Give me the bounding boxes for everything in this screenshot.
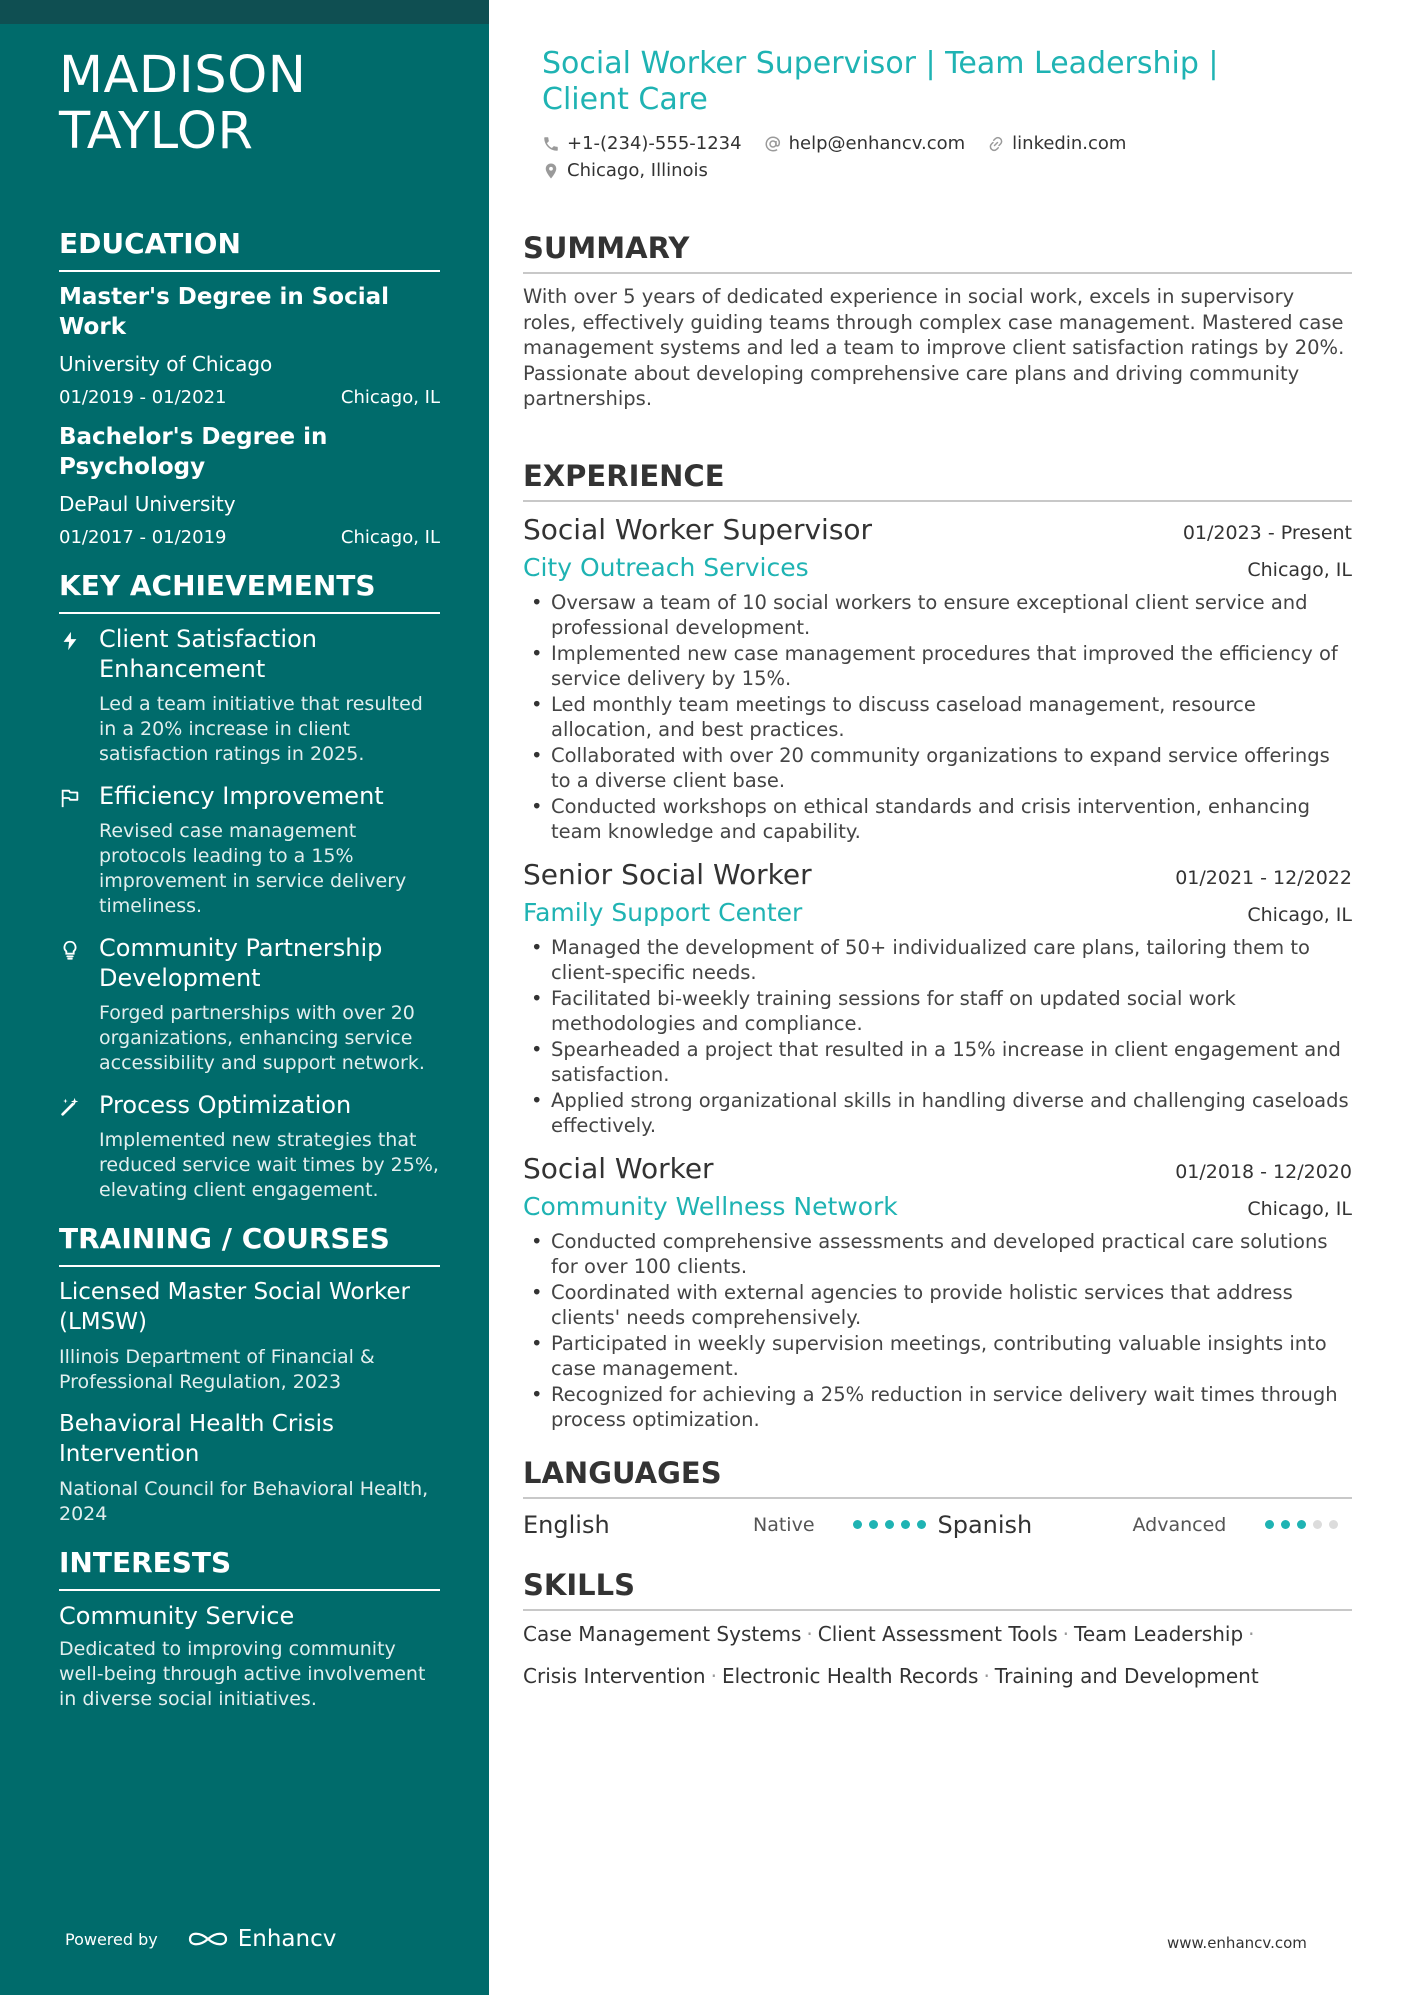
summary-section: [523, 230, 1352, 412]
job-entry: [523, 512, 1352, 845]
achievement-title: Community Partnership Development: [99, 934, 383, 992]
flag-icon: [59, 781, 99, 919]
achievement-title: Process Optimization: [99, 1091, 352, 1119]
language-name: English: [523, 1510, 610, 1539]
job-bullet: • Participated in weekly supervision meetings, contributing valuable insights into case management.: [523, 1331, 1352, 1382]
proficiency-dot-filled: [869, 1520, 878, 1529]
course-item: [59, 1277, 440, 1395]
phone-icon: [542, 135, 560, 153]
link-icon: [987, 135, 1005, 153]
skills-title: SKILLS: [523, 1567, 1352, 1611]
education-school: DePaul University: [59, 492, 236, 516]
job-bullet: • Oversaw a team of 10 social workers to ensure exceptional client service and professional development.: [523, 590, 1352, 641]
course-title: Behavioral Health Crisis Intervention: [59, 1411, 335, 1467]
phone-text: +1-(234)-555-1234: [567, 133, 742, 154]
job-bullets: [523, 1229, 1352, 1433]
job-bullet: • Conducted workshops on ethical standards and crisis intervention, enhancing team knowledge and capability.: [523, 794, 1352, 845]
language-name: Spanish: [937, 1510, 1033, 1539]
job-dates: 01/2021 - 12/2022: [1175, 866, 1352, 889]
job-entry: [523, 857, 1352, 1139]
achievement-item: [59, 624, 440, 767]
proficiency-dot-empty: [1313, 1520, 1322, 1529]
job-bullets: [523, 590, 1352, 845]
job-entry: [523, 1151, 1352, 1433]
interests-title: INTERESTS: [59, 1545, 440, 1591]
education-school: University of Chicago: [59, 352, 273, 376]
proficiency-dot-filled: [917, 1520, 926, 1529]
link-text: linkedin.com: [1012, 133, 1127, 154]
training-section: [59, 1221, 440, 1527]
language-item: [938, 1511, 1353, 1539]
job-bullet: • Implemented new case management procedures that improved the efficiency of service delivery by 15%.: [523, 641, 1352, 692]
skills-section: [523, 1567, 1352, 1697]
summary-text: With over 5 years of dedicated experience in social work, excels in supervisory roles, effectively guiding teams through complex case management. Mastered case management systems and led a team to improve client satisfaction ratings by 20%. Passionate about developing comprehensive care plans and driving community partnerships.: [523, 285, 1345, 410]
proficiency-dot-filled: [1265, 1520, 1274, 1529]
education-dates: 01/2017 - 01/2019: [59, 527, 227, 548]
job-title: Senior Social Worker: [523, 857, 812, 891]
education-degree: Master's Degree in Social Work: [59, 284, 390, 340]
job-bullet: • Led monthly team meetings to discuss caseload management, resource allocation, and best practices.: [523, 692, 1352, 743]
lightning-icon: [59, 624, 99, 767]
job-bullet: • Collaborated with over 20 community organizations to expand service offerings to a diverse client base.: [523, 743, 1352, 794]
contact-info: [523, 130, 1352, 184]
skill-tag: Team Leadership: [1074, 1621, 1244, 1646]
experience-title: EXPERIENCE: [523, 458, 1352, 502]
achievement-desc: Implemented new strategies that reduced service wait times by 25%, elevating client engagement.: [99, 1129, 439, 1201]
sidebar-top-band: [0, 0, 489, 24]
achievement-desc: Led a team initiative that resulted in a 20% increase in client satisfaction ratings in 2025.: [99, 693, 423, 765]
job-company: Community Wellness Network: [523, 1191, 898, 1221]
training-title: TRAINING / COURSES: [59, 1221, 440, 1267]
job-dates: 01/2018 - 12/2020: [1175, 1160, 1352, 1183]
course-item: [59, 1409, 440, 1527]
job-title: Social Worker: [523, 1151, 714, 1185]
link-contact[interactable]: [987, 130, 1126, 157]
education-dates: 01/2019 - 01/2021: [59, 387, 227, 408]
magic-wand-icon: [59, 1090, 99, 1203]
job-company: Family Support Center: [523, 897, 803, 927]
lightbulb-icon: [59, 933, 99, 1076]
job-bullet: • Recognized for achieving a 25% reduction in service delivery wait times through process optimization.: [523, 1382, 1352, 1433]
proficiency-dot-filled: [853, 1520, 862, 1529]
language-proficiency-dots: [1265, 1520, 1345, 1529]
achievement-item: [59, 1090, 440, 1203]
proficiency-dot-filled: [1281, 1520, 1290, 1529]
skills-line: Case Management Systems · Client Assessment Tools · Team Leadership ·: [523, 1621, 1255, 1646]
interest-title: Community Service: [59, 1602, 295, 1630]
summary-title: SUMMARY: [523, 230, 1352, 274]
achievement-item: [59, 933, 440, 1076]
skills-line: Crisis Intervention · Electronic Health Records · Training and Development: [523, 1663, 1259, 1688]
sidebar: [0, 0, 489, 1995]
job-bullet: • Spearheaded a project that resulted in a 15% increase in client engagement and satisfaction.: [523, 1037, 1352, 1088]
languages-title: LANGUAGES: [523, 1455, 1352, 1499]
education-title: EDUCATION: [59, 226, 440, 272]
language-level: Advanced: [1132, 1513, 1227, 1536]
language-item: [523, 1511, 938, 1539]
achievement-title: Client Satisfaction Enhancement: [99, 625, 317, 683]
job-location: Chicago, IL: [1247, 1197, 1352, 1220]
proficiency-dot-filled: [1297, 1520, 1306, 1529]
languages-section: [523, 1455, 1352, 1549]
course-desc: Illinois Department of Financial & Professional Regulation, 2023: [59, 1346, 375, 1393]
job-dates: 01/2023 - Present: [1182, 521, 1352, 544]
education-location: Chicago, IL: [340, 527, 440, 548]
phone-contact[interactable]: [542, 130, 742, 157]
name-first: MADISON: [59, 46, 307, 105]
skills-list: [523, 1613, 1352, 1697]
main-content: [523, 46, 1352, 1697]
skill-tag: Client Assessment Tools: [817, 1621, 1058, 1646]
job-company: City Outreach Services: [523, 552, 809, 582]
achievement-title: Efficiency Improvement: [99, 782, 384, 810]
location-contact: [542, 157, 708, 184]
course-desc: National Council for Behavioral Health, 2024: [59, 1478, 429, 1525]
job-location: Chicago, IL: [1247, 558, 1352, 581]
achievements-section: [59, 568, 440, 1203]
enhancv-logo[interactable]: [186, 1926, 337, 1952]
powered-by-label: Powered by: [65, 1929, 158, 1949]
achievement-item: [59, 781, 440, 919]
education-degree: Bachelor's Degree in Psychology: [59, 424, 328, 480]
job-location: Chicago, IL: [1247, 903, 1352, 926]
location-text: Chicago, Illinois: [567, 160, 708, 181]
interest-desc: Dedicated to improving community well-being through active involvement in diverse social initiatives.: [59, 1638, 426, 1710]
language-proficiency-dots: [853, 1520, 933, 1529]
skill-tag: Crisis Intervention: [523, 1663, 706, 1688]
enhancv-logo-icon: [186, 1928, 230, 1950]
proficiency-dot-filled: [901, 1520, 910, 1529]
proficiency-dot-filled: [885, 1520, 894, 1529]
interests-section: [59, 1545, 440, 1712]
job-bullet: • Managed the development of 50+ individualized care plans, tailoring them to client-specific needs.: [523, 935, 1352, 986]
course-title: Licensed Master Social Worker (LMSW): [59, 1279, 411, 1335]
education-location: Chicago, IL: [340, 387, 440, 408]
job-title: Social Worker Supervisor: [523, 512, 873, 546]
achievement-desc: Forged partnerships with over 20 organizations, enhancing service accessibility and support network.: [99, 1002, 425, 1074]
job-bullet: • Facilitated bi-weekly training sessions for staff on updated social work methodologies and compliance.: [523, 986, 1352, 1037]
skill-tag: Case Management Systems: [523, 1621, 802, 1646]
email-contact[interactable]: [764, 130, 966, 157]
location-pin-icon: [542, 162, 560, 180]
job-bullet: • Coordinated with external agencies to provide holistic services that address clients' needs comprehensively.: [523, 1280, 1352, 1331]
education-item: [59, 282, 440, 410]
education-item: [59, 422, 440, 550]
powered-by: [65, 1926, 336, 1952]
language-level: Native: [753, 1513, 815, 1536]
name-last: TAYLOR: [59, 102, 254, 161]
job-bullet: • Applied strong organizational skills in handling diverse and challenging caseloads effectively.: [523, 1088, 1352, 1139]
person-name: [59, 48, 440, 160]
job-bullet: • Conducted comprehensive assessments and developed practical care solutions for over 100 clients.: [523, 1229, 1352, 1280]
email-text: help@enhancv.com: [788, 133, 966, 154]
footer-url[interactable]: www.enhancv.com: [1167, 1934, 1307, 1952]
achievement-desc: Revised case management protocols leading to a 15% improvement in service delivery timeliness.: [99, 820, 407, 917]
skill-tag: Training and Development: [994, 1663, 1259, 1688]
job-bullets: [523, 935, 1352, 1139]
proficiency-dot-empty: [1329, 1520, 1338, 1529]
enhancv-brand: Enhancv: [237, 1926, 337, 1952]
at-icon: [764, 135, 782, 153]
skill-tag: Electronic Health Records: [721, 1663, 979, 1688]
headline: Social Worker Supervisor | Team Leadership | Client Care: [542, 46, 1219, 117]
achievements-title: KEY ACHIEVEMENTS: [59, 568, 440, 614]
education-section: [59, 226, 440, 550]
experience-section: [523, 458, 1352, 1433]
